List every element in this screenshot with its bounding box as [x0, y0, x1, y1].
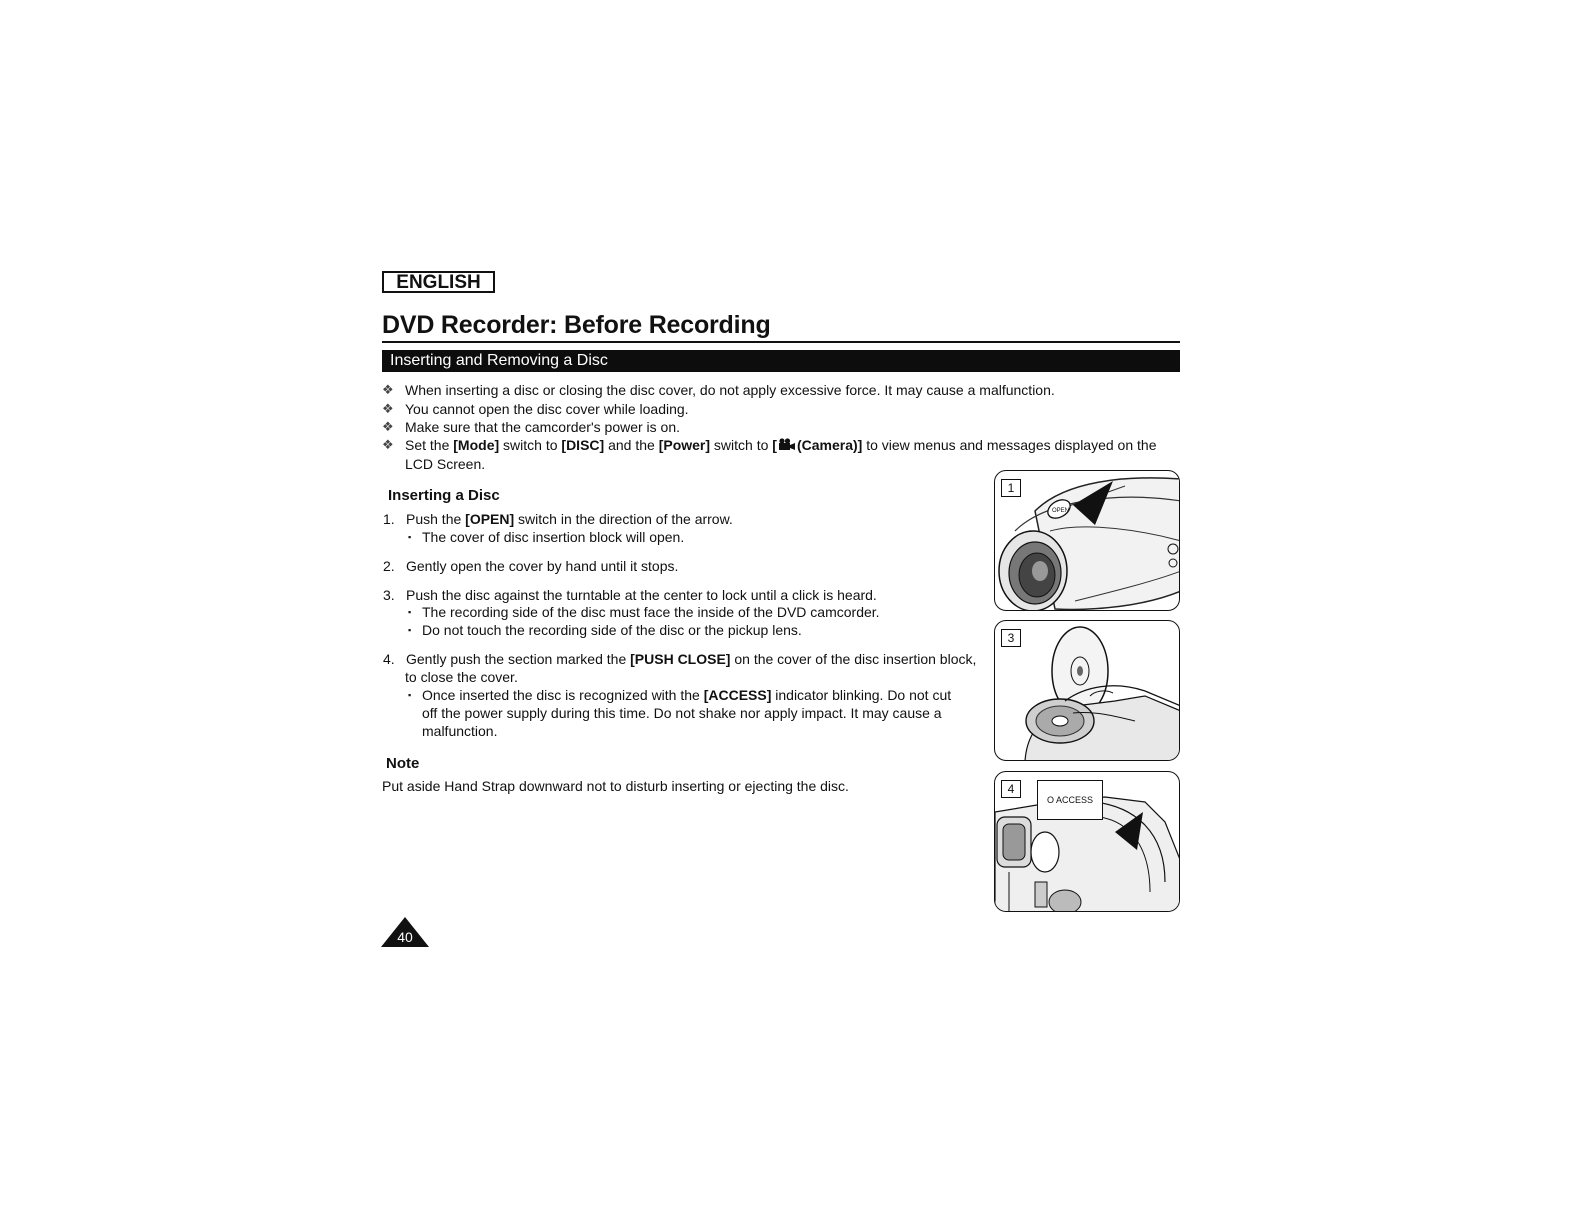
bullet-icon: ❖	[382, 401, 394, 416]
sub-bullet-item	[382, 603, 982, 621]
disc-label: [DISC]	[561, 437, 605, 453]
sub-bullet-icon: ▪	[408, 532, 412, 542]
sub-bullet-icon: ▪	[408, 690, 412, 700]
bullet-text: You cannot open the disc cover while loading.	[405, 401, 689, 417]
step-continuation: to close the cover.	[405, 669, 518, 685]
note-heading: Note	[386, 755, 420, 772]
bullet-icon: ❖	[382, 419, 394, 434]
language-label: ENGLISH	[382, 271, 495, 293]
camera-label: (Camera)]	[796, 437, 863, 453]
page-number: 40	[397, 929, 413, 945]
camcorder-lens-illustration	[995, 471, 1180, 611]
open-label: [OPEN]	[465, 511, 515, 527]
text-run: Gently push the section marked the	[406, 651, 631, 667]
step-text: Push the disc against the turntable at the center to lock until a click is heard.	[406, 587, 877, 603]
mode-label: [Mode]	[453, 437, 500, 453]
access-label: [ACCESS]	[703, 687, 772, 703]
text-run: switch to	[710, 437, 773, 453]
figure-insert-disc	[994, 620, 1180, 761]
step-number: 3.	[383, 587, 395, 603]
figure-number: 4	[1001, 780, 1021, 798]
section-heading: Inserting and Removing a Disc	[382, 350, 1180, 372]
sub-bullet-text: The recording side of the disc must face the inside of the DVD camcorder.	[422, 604, 880, 620]
text-run: switch in the direction of the arrow.	[514, 511, 733, 527]
figure-open-switch	[994, 470, 1180, 611]
text-run: switch to	[499, 437, 562, 453]
text-run: and the	[604, 437, 659, 453]
bullet-continuation: LCD Screen.	[405, 456, 486, 472]
push-close-label: [PUSH CLOSE]	[630, 651, 731, 667]
sub-bullet-text	[422, 686, 951, 704]
text-run: indicator blinking. Do not cut	[771, 687, 952, 703]
sub-bullet-icon: ▪	[408, 625, 412, 635]
sub-bullet-item	[382, 621, 982, 639]
sub-bullet-item	[382, 686, 982, 704]
title-divider	[382, 341, 1180, 343]
text-run: to view menus and messages displayed on the	[862, 437, 1157, 453]
step-item	[383, 650, 993, 668]
step-text	[406, 510, 733, 528]
step-text	[406, 650, 976, 668]
subheading: Inserting a Disc	[388, 487, 500, 504]
figure-number: 1	[1001, 479, 1021, 497]
step-text: Gently open the cover by hand until it stops.	[406, 558, 679, 574]
note-text: Put aside Hand Strap downward not to disturb inserting or ejecting the disc.	[382, 778, 849, 794]
sub-bullet-text: The cover of disc insertion block will open.	[422, 529, 685, 545]
bullet-text: When inserting a disc or closing the disc cover, do not apply excessive force. It may cause a malfunction.	[405, 382, 1055, 398]
camera-icon	[778, 438, 796, 451]
bracket-open: [	[772, 437, 777, 453]
step-item	[383, 510, 983, 528]
page-number-badge	[381, 917, 429, 947]
sub-bullet-item	[382, 528, 982, 546]
text-run: Once inserted the disc is recognized with the	[422, 687, 704, 703]
step-item	[383, 557, 983, 575]
page-title: DVD Recorder: Before Recording	[382, 311, 771, 339]
bullet-text	[405, 436, 1182, 454]
bullet-icon: ❖	[382, 382, 394, 397]
power-label: [Power]	[658, 437, 711, 453]
sub-bullet-continuation: off the power supply during this time. Do not shake nor apply impact. It may cause a	[422, 705, 942, 721]
step-number: 4.	[383, 651, 395, 667]
sub-bullet-icon: ▪	[408, 607, 412, 617]
access-callout: O ACCESS	[1037, 780, 1103, 820]
figure-close-cover	[994, 771, 1180, 912]
disc-insertion-illustration	[995, 621, 1180, 761]
sub-bullet-text: Do not touch the recording side of the disc or the pickup lens.	[422, 622, 802, 638]
bullet-text: Make sure that the camcorder's power is on.	[405, 419, 681, 435]
step-number: 2.	[383, 558, 395, 574]
sub-bullet-continuation: malfunction.	[422, 723, 498, 739]
svg-text:OPEN: OPEN	[1052, 508, 1070, 514]
step-number: 1.	[383, 511, 395, 527]
bullet-icon: ❖	[382, 437, 394, 452]
step-item	[383, 586, 983, 604]
text-run: on the cover of the disc insertion block,	[730, 651, 977, 667]
text-run: Push the	[406, 511, 466, 527]
text-run: Set the	[405, 437, 454, 453]
figure-number: 3	[1001, 629, 1021, 647]
